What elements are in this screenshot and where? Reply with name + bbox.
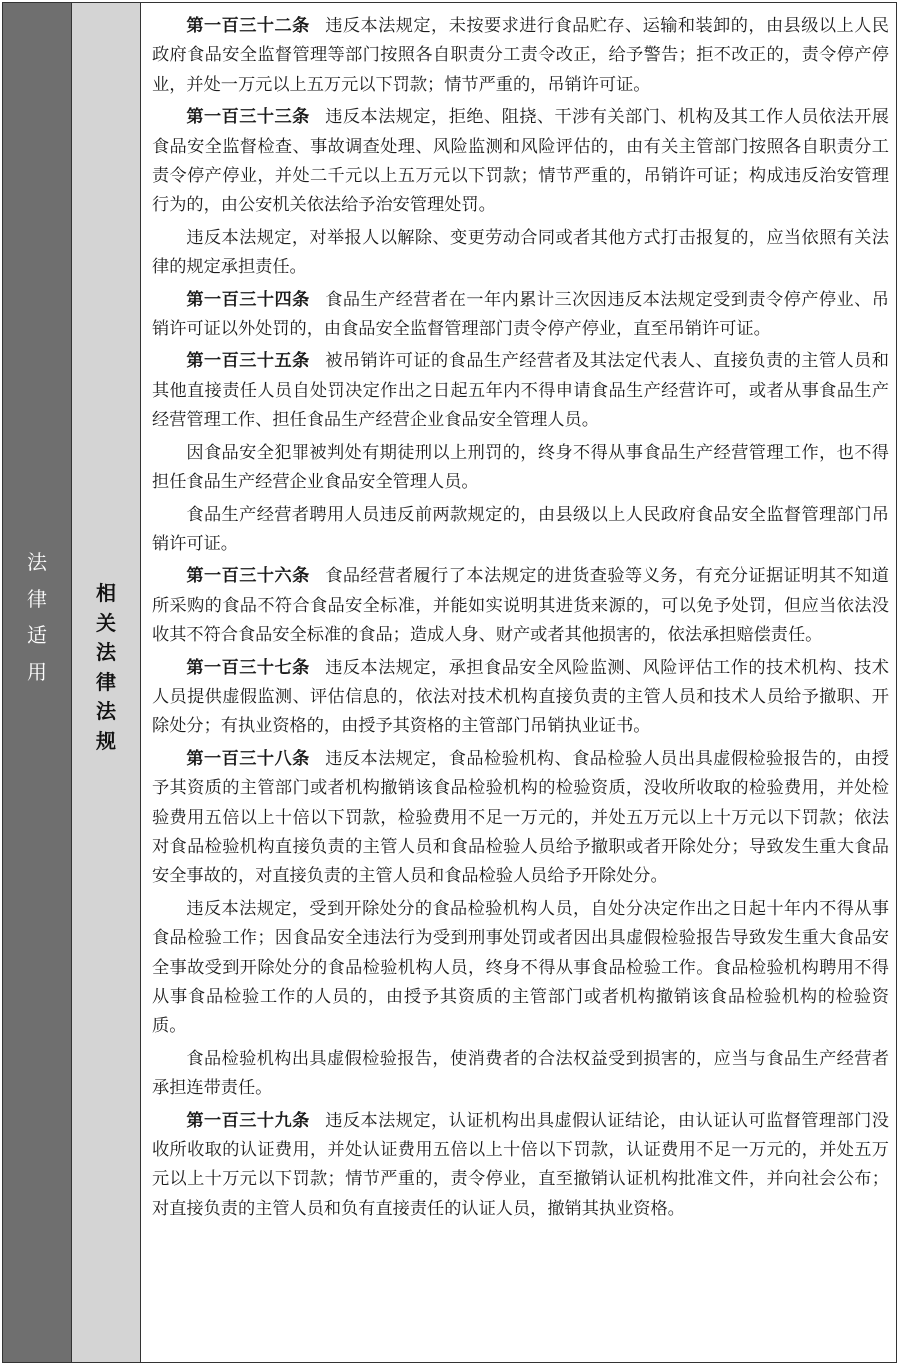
article-number: 第一百三十五条 [186,351,310,372]
article-paragraph [152,286,889,345]
section-char: 律 [27,586,47,611]
article-number: 第一百三十九条 [186,1110,310,1131]
article-paragraph [152,562,889,650]
subsection-char: 相 [96,581,116,605]
law-table [2,2,897,1363]
section-char: 法 [27,550,47,574]
article-paragraph [152,501,889,560]
article-paragraph [152,103,889,221]
article-text: 被吊销许可证的食品生产经营者及其法定代表人、直接负责的主管人员和其他直接责任人员自处罚决定作出之日起五年内不得申请食品生产经营许可，或者从事食品生产经营管理工作、担任食品生产经营企业食品安全管理人员。 [152,351,889,431]
article-paragraph [152,895,889,1042]
subsection-column [72,3,141,1362]
section-label [3,544,71,690]
section-column [3,3,72,1362]
article-text: 食品检验机构出具虚假检验报告，使消费者的合法权益受到损害的，应当与食品生产经营者承担连带责任。 [152,1048,889,1099]
article-paragraph [152,1045,889,1104]
subsection-char: 法 [96,640,116,664]
article-number: 第一百三十七条 [186,657,310,678]
article-text: 因食品安全犯罪被判处有期徒刑以上刑罚的，终身不得从事食品生产经营管理工作，也不得担任食品生产经营企业食品安全管理人员。 [152,442,889,493]
article-paragraph [152,654,889,742]
article-number: 第一百三十四条 [186,289,310,310]
subsection-char: 关 [96,610,116,635]
subsection-char: 规 [96,728,116,753]
subsection-char: 法 [96,699,116,723]
article-paragraph [152,745,889,892]
subsection-label [72,579,140,756]
article-paragraph [152,224,889,283]
article-text: 违反本法规定，拒绝、阻挠、干涉有关部门、机构及其工作人员依法开展食品安全监督检查、事故调查处理、风险监测和风险评估的，由有关主管部门按照各自职责分工责令停产停业，并处二千元以上五万元以下罚款；情节严重的，吊销许可证；构成违反治安管理行为的，由公安机关依法给予治安管理处罚。 [152,107,889,216]
subsection-char: 律 [96,669,116,694]
article-number: 第一百三十三条 [186,107,310,128]
article-text: 违反本法规定，承担食品安全风险监测、风险评估工作的技术机构、技术人员提供虚假监测、评估信息的，依法对技术机构直接负责的主管人员和技术人员给予撤职、开除处分；有执业资格的，由授予其资格的主管部门吊销执业证书。 [152,657,889,737]
articles-content [152,12,889,1227]
article-number: 第一百三十八条 [186,748,310,769]
article-paragraph [152,439,889,498]
section-char: 用 [27,659,47,684]
article-text: 食品生产经营者在一年内累计三次因违反本法规定受到责令停产停业、吊销许可证以外处罚的，由食品安全监督管理部门责令停产停业，直至吊销许可证。 [152,289,889,340]
article-text: 违反本法规定，受到开除处分的食品检验机构人员，自处分决定作出之日起十年内不得从事食品检验工作；因食品安全违法行为受到刑事处罚或者因出具虚假检验报告导致发生重大食品安全事故受到开除处分的食品检验机构人员，终身不得从事食品检验工作。食品检验机构聘用不得从事食品检验工作的人员的，由授予其资质的主管部门或者机构撤销该食品检验机构的检验资质。 [152,898,889,1037]
article-text: 食品经营者履行了本法规定的进货查验等义务，有充分证据证明其不知道所采购的食品不符合食品安全标准，并能如实说明其进货来源的，可以免予处罚，但应当依法没收其不符合食品安全标准的食品；造成人身、财产或者其他损害的，依法承担赔偿责任。 [152,566,889,646]
article-text: 违反本法规定，未按要求进行食品贮存、运输和装卸的，由县级以上人民政府食品安全监督管理等部门按照各自职责分工责令改正，给予警告；拒不改正的，责令停产停业，并处一万元以上五万元以下罚款；情节严重的，吊销许可证。 [152,16,889,95]
article-text: 食品生产经营者聘用人员违反前两款规定的，由县级以上人民政府食品安全监督管理部门吊销许可证。 [152,504,889,554]
article-text: 违反本法规定，食品检验机构、食品检验人员出具虚假检验报告的，由授予其资质的主管部门或者机构撤销该食品检验机构的检验资质，没收所收取的检验费用，并处检验费用五倍以上十倍以下罚款，检验费用不足一万元的，并处五万元以上十万元以下罚款；依法对食品检验机构直接负责的主管人员和食品检验人员给予撤职或者开除处分；导致发生重大食品安全事故的，对直接负责的主管人员和食品检验人员给予开除处分。 [152,748,889,887]
article-paragraph [152,12,889,100]
article-paragraph [152,1107,889,1225]
article-text: 违反本法规定，认证机构出具虚假认证结论，由认证认可监督管理部门没收所收取的认证费用，并处认证费用五倍以上十倍以下罚款，认证费用不足一万元的，并处五万元以上十万元以下罚款；情节严重的，责令停业，直至撤销认证机构批准文件，并向社会公布；对直接负责的主管人员和负有直接责任的认证人员，撤销其执业资格。 [152,1110,889,1219]
article-number: 第一百三十二条 [186,16,310,36]
article-text: 违反本法规定，对举报人以解除、变更劳动合同或者其他方式打击报复的，应当依照有关法律的规定承担责任。 [152,227,889,278]
section-char: 适 [27,623,47,647]
article-paragraph [152,347,889,435]
article-number: 第一百三十六条 [186,566,310,587]
